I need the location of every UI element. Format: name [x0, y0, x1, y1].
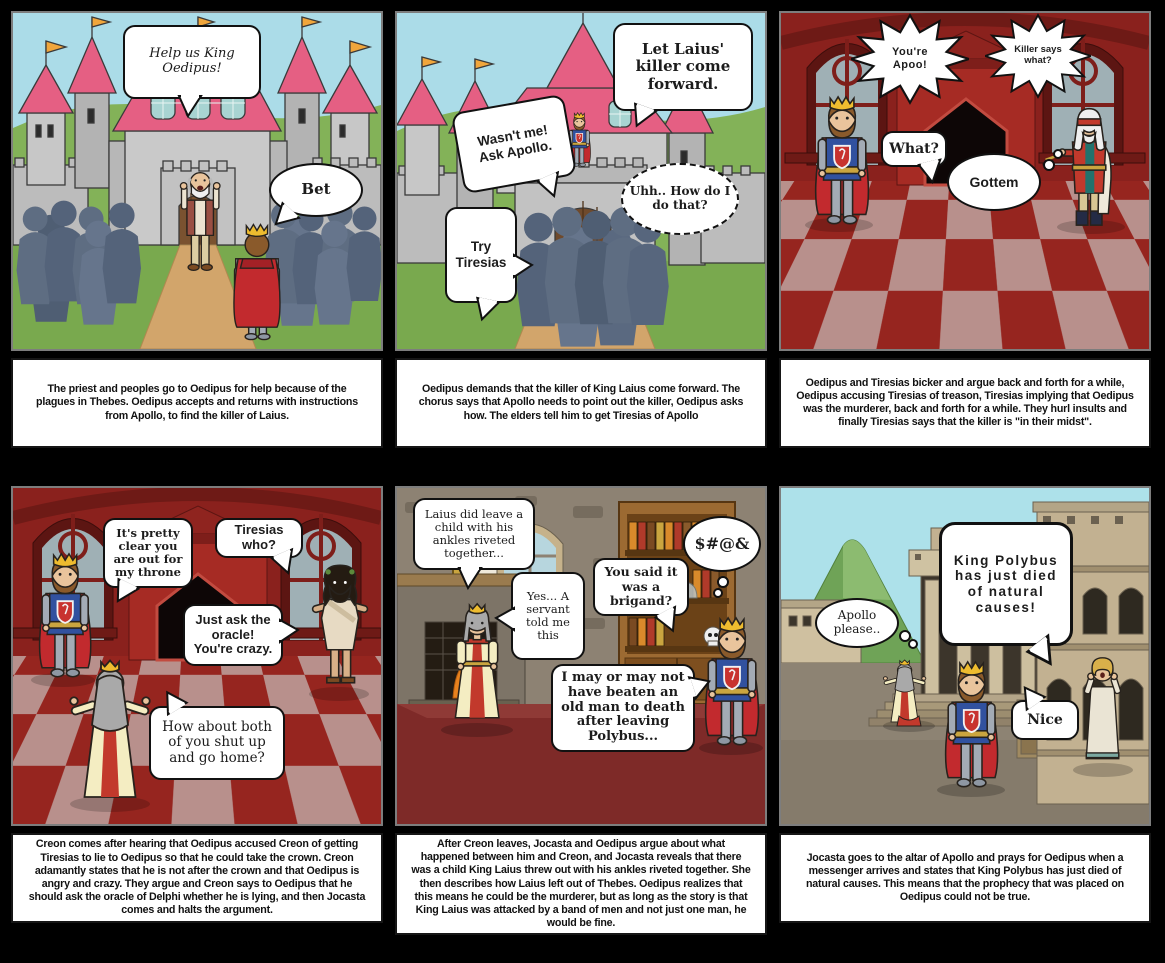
speech-bubble: [1011, 700, 1079, 740]
thought-dot: [1053, 149, 1063, 159]
speech-bubble: [593, 558, 689, 616]
speech-text: Gottem: [969, 173, 1019, 190]
panel-3-scene: [779, 11, 1151, 351]
speech-bubble: [621, 163, 739, 235]
panel-2-scene: [395, 11, 767, 351]
thought-dot: [908, 639, 918, 649]
burst-bubble: [985, 13, 1091, 99]
caption-text: After Creon leaves, Jocasta and Oedipus argue about what happened between him and Creon, and Jocasta reveals that there was a child King Laius threw out with his ankles riveted together. She then describes how Laius left out of Thebes. Oedipus realizes that this means he could be the murderer, but as long as the story is that King Laius was attacked by a band of men and not just one man, he would be fine.: [411, 838, 751, 930]
speech-bubble: [511, 572, 585, 660]
speech-text: Uhh.. How do I do that?: [629, 184, 731, 212]
speech-text: $#@&: [694, 533, 750, 553]
panel-1-caption: [11, 358, 383, 448]
panel-6-scene: [779, 486, 1151, 826]
caption-text: Oedipus and Tiresias bicker and argue back and forth for a while, Oedipus accusing Tiresias of treason, Tiresias implying that Oedipus was the murderer, back and forth for a while. They hurl insults and finally Tiresias says that the killer is "in their midst".: [796, 376, 1134, 429]
speech-text: Apollo please..: [833, 608, 881, 636]
speech-bubble: [613, 23, 753, 111]
thought-bubble: [683, 516, 761, 572]
thought-dot: [1043, 159, 1055, 171]
caption-text: Oedipus demands that the killer of King Laius come forward. The chorus says that Apollo needs to point out the killer, Oedipus asks how. The elders tell him to get Tiresias of Apollo: [418, 383, 744, 422]
speech-bubble: [123, 25, 261, 99]
thought-bubble: [947, 153, 1041, 211]
speech-text: Wasn't me! Ask Apollo.: [476, 122, 553, 166]
speech-text: Laius did leave a child with his ankles riveted together...: [424, 506, 524, 561]
thought-dot: [713, 588, 723, 598]
speech-bubble: [551, 664, 695, 752]
panel-4-caption: [11, 833, 383, 923]
comic-panel-4: [11, 486, 383, 923]
thought-bubble: [815, 598, 899, 648]
speech-text: King Polybus has just died of natural causes!: [953, 552, 1059, 615]
speech-text: Help us King Oedipus!: [149, 46, 235, 76]
speech-text: Let Laius' killer come forward.: [635, 40, 731, 93]
panel-3-caption: [779, 358, 1151, 448]
speech-text: Nice: [1027, 711, 1063, 728]
comic-panel-2: [395, 11, 767, 448]
speech-text: I may or may not have beaten an old man to death after leaving Polybus...: [561, 669, 685, 745]
speech-bubble: [103, 518, 193, 588]
speech-bubble: [149, 706, 285, 780]
speech-bubble: [413, 498, 535, 570]
panel-5-caption: [395, 833, 767, 935]
caption-text: Jocasta goes to the altar of Apollo and prays for Oedipus when a messenger arrives and states that King Polybus has just died of natural causes. This means that the prophecy that was placed on Oedipus could not be true.: [805, 851, 1125, 904]
speech-text: How about both of you shut up and go home?: [162, 718, 272, 766]
speech-bubble: [269, 163, 363, 217]
panel-1-scene: [11, 11, 383, 351]
comic-panel-6: [779, 486, 1151, 923]
speech-text: It's pretty clear you are out for my throne: [113, 525, 183, 580]
speech-bubble: [215, 518, 303, 558]
burst-bubble: [851, 13, 969, 105]
speech-bubble: [445, 207, 517, 303]
speech-bubble: [881, 131, 947, 167]
caption-text: The priest and peoples go to Oedipus for help because of the plagues in Thebes. Oedipus accepts and returns with instructions from Apollo, to find the killer of Laius.: [36, 383, 358, 422]
speech-text: Just ask the oracle! You're crazy.: [193, 611, 273, 657]
speech-text: What?: [889, 140, 939, 157]
comic-panel-1: [11, 11, 383, 448]
thought-dot: [717, 576, 729, 588]
panel-4-scene: [11, 486, 383, 826]
speech-text: Yes... A servant told me this: [526, 588, 570, 643]
speech-text: Killer says what?: [1014, 44, 1062, 66]
panel-6-caption: [779, 833, 1151, 923]
caption-text: Creon comes after hearing that Oedipus accused Creon of getting Tiresias to lie to Oedipus so that he could take the crown. Creon adamantly states that he is not after the crown and that Oedipus is angry and crazy. They argue and Creon says to Oedipus that he should ask the oracle of Delphi whether he is lying, and then Jocasta comes and halts the argument.: [28, 838, 366, 917]
speech-text: Tiresias who?: [234, 522, 284, 552]
speech-text: Bet: [301, 180, 331, 199]
panel-5-scene: [395, 486, 767, 826]
messenger-figure: [1084, 658, 1121, 759]
speech-text: You said it was a brigand?: [604, 564, 678, 609]
comic-panel-3: [779, 11, 1151, 448]
comic-panel-5: [395, 486, 767, 935]
speech-bubble: [183, 604, 283, 666]
speech-bubble: [939, 522, 1073, 646]
speech-text: You're Apoo!: [892, 46, 928, 71]
speech-text: Try Tiresias: [455, 239, 507, 270]
panel-2-caption: [395, 358, 767, 448]
